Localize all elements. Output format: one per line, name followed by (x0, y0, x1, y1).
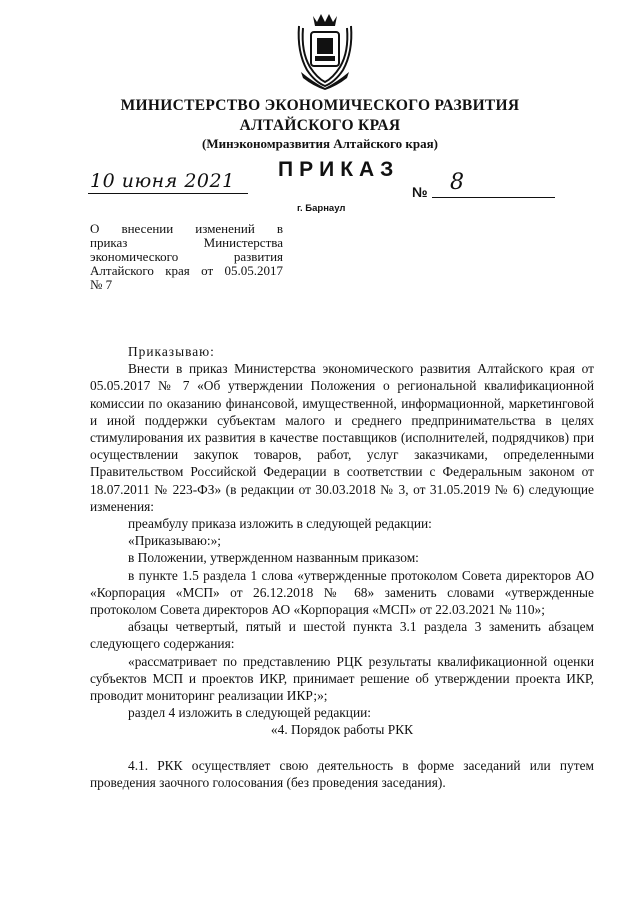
body-paragraph: Внести в приказ Министерства экономического развития Алтайского края от 05.05.2017 № 7 «Об утверждении Положения о региональной квалификационной комиссии по оказанию финансовой, имущественной, информационной, маркетинговой и иной поддержки субъектам малого и среднего предпринимательства в целях стимулирования их развития в качестве поставщиков (исполнителей, подрядчиков) при осуществлении закупок товаров, работ, услуг заказчиками, определенными Правительством Российской Федерации в соответствии с Федеральным законом от 18.07.2011 № 223-ФЗ» (в редакции от 30.03.2018 № 3, от 31.05.2019 № 6) следующие изменения: (90, 361, 594, 514)
section-heading: «4. Порядок работы РКК (270, 722, 414, 738)
body-paragraph: раздел 4 изложить в следующей редакции: (128, 705, 372, 721)
subject-line: приказ Министерства (90, 235, 283, 250)
body-paragraph: в Положении, утвержденном названным приказом: (128, 550, 419, 566)
body-paragraph: «рассматривает по представлению РЦК результаты квалификационной оценки субъектов МСП и проектов ИКР, принимает решение об утверждении проекта ИКР, проводит мониторинг реализации ИКР;»; (90, 653, 594, 704)
subject-line: № 7 (90, 277, 113, 292)
order-body (90, 343, 594, 791)
number-underline (432, 197, 555, 198)
order-subject (90, 222, 283, 292)
subject-line: Алтайского края от 05.05.2017 (90, 263, 283, 278)
document-type-title: ПРИКАЗ (278, 158, 400, 181)
body-paragraph: преамбулу приказа изложить в следующей редакции: (128, 516, 432, 532)
body-paragraph: «Приказываю:»; (128, 533, 221, 549)
ministry-name-line2: АЛТАЙСКОГО КРАЯ (239, 117, 401, 134)
order-opening: Приказываю: (128, 344, 215, 359)
coat-of-arms-emblem (293, 12, 357, 90)
city-label: г. Барнаул (297, 203, 346, 214)
handwritten-date: 10 июня 2021 (90, 170, 235, 192)
date-underline (88, 193, 248, 194)
ministry-name-line1: МИНИСТЕРСТВО ЭКОНОМИЧЕСКОГО РАЗВИТИЯ (120, 97, 520, 114)
body-paragraph: 4.1. РКК осуществляет свою деятельность в форме заседаний или путем проведения заочного голосования (без проведения заседания). (90, 757, 594, 790)
ministry-short-name: (Минэкономразвития Алтайского края) (202, 136, 438, 151)
handwritten-order-number: 8 (450, 170, 464, 195)
order-number-label: № (412, 184, 428, 200)
body-paragraph: абзацы четвертый, пятый и шестой пункта 3.1 раздела 3 заменить абзацем следующего содержания: (90, 619, 594, 652)
subject-line: экономического развития (90, 249, 283, 264)
subject-line: О внесении изменений в (90, 221, 283, 236)
body-paragraph: в пункте 1.5 раздела 1 слова «утвержденные протоколом Совета директоров АО «Корпорация «МСП» от 26.12.2018 № 68» заменить словами «утвержденные протоколом Совета директоров АО «Корпорация «МСП» от 22.03.2021 № 110»; (90, 567, 594, 618)
